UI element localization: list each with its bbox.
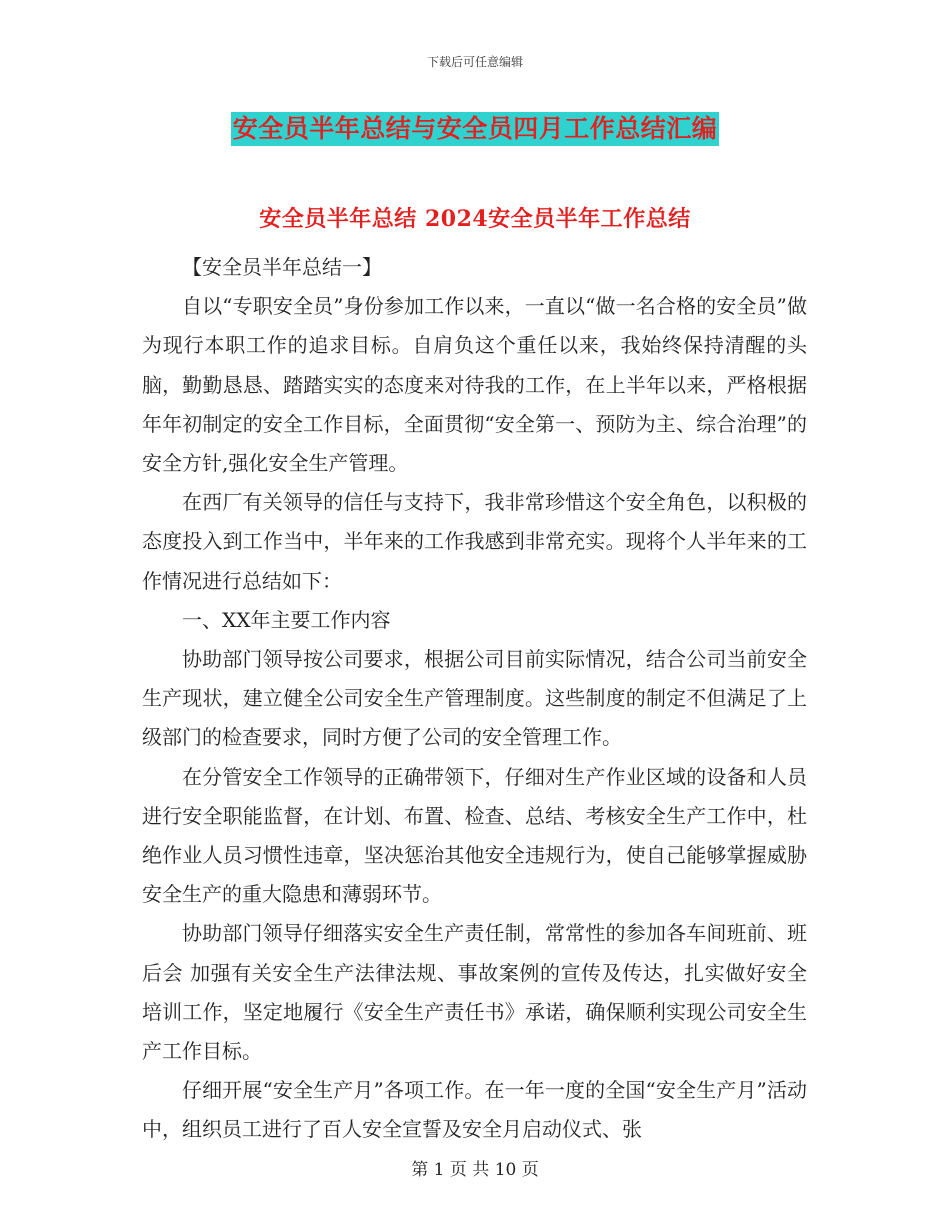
body-paragraph: 协助部门领导按公司要求，根据公司目前实际情况，结合公司当前安全生产现状，建立健全公司安全生产管理制度。这些制度的制定不但满足了上级部门的检查要求，同时方便了公司的安全管理工作。 [142,647,807,750]
page-footer: 第 1 页 共 10 页 [411,1160,539,1180]
body-paragraph: 在分管安全工作领导的正确带领下，仔细对生产作业区域的设备和人员进行安全职能监督，在计划、布置、检查、总结、考核安全生产工作中，杜绝作业人员习惯性违章，坚决惩治其他安全违规行为，使自己能够掌握威胁安全生产的重大隐患和薄弱环节。 [142,764,807,907]
body-paragraph: 仔细开展“安全生产月”各项工作。在一年一度的全国“安全生产月”活动中，组织员工进行了百人安全宣誓及安全月启动仪式、张 [142,1078,807,1142]
section-label: 【安全员半年总结一】 [182,255,382,279]
document-title-text: 安全员半年总结与安全员四月工作总结汇编 [231,112,720,146]
body-paragraph: 协助部门领导仔细落实安全生产责任制，常常性的参加各车间班前、班后会 加强有关安全生产法律法规、事故案例的宣传及传达，扎实做好安全培训工作，坚定地履行《安全生产责任书》承诺，确保顺利实现公司安全生产工作目标。 [142,921,807,1064]
header-note: 下载后可任意编辑 [426,55,523,69]
body-paragraph: 自以“专职安全员”身份参加工作以来，一直以“做一名合格的安全员”做为现行本职工作的追求目标。自肩负这个重任以来，我始终保持清醒的头脑，勤勤恳恳、踏踏实实的态度来对待我的工作，在上半年以来，严格根据 年年初制定的安全工作目标，全面贯彻“安全第一、预防为主、综合治理”的安全方针,强化安全生产管理。 [142,294,807,476]
document-title [0,112,950,146]
document-body [142,248,807,1150]
body-paragraph: 在西厂有关领导的信任与支持下，我非常珍惜这个安全角色，以积极的态度投入到工作当中，半年来的工作我感到非常充实。现将个人半年来的工作情况进行总结如下： [142,490,807,593]
section-title: 安全员半年总结 2024安全员半年工作总结 [259,206,691,232]
body-heading: 一、XX年主要工作内容 [182,607,391,632]
